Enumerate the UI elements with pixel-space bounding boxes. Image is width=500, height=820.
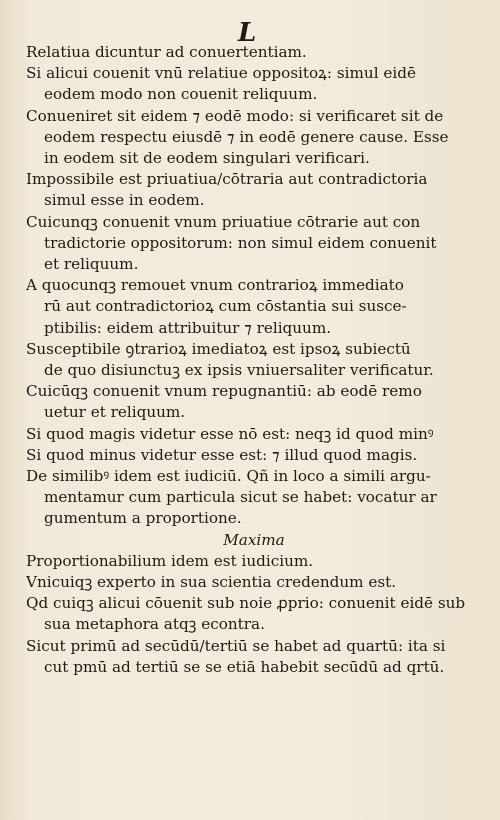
text-line: Si quod minus videtur esse est: ⁊ illud quod magis. xyxy=(26,445,418,464)
text-line: uetur et reliquum. xyxy=(44,403,186,422)
text-line: cut pmū ad tertiū se se etiā habebit secūdū ad qrtū. xyxy=(44,657,445,676)
text-line: Relatiua dicuntur ad conuertentiam. xyxy=(26,43,307,61)
text-line: de quo disiunctuꝫ ex ipsis vniuersaliter verificatur. xyxy=(44,361,434,380)
paragraph xyxy=(26,212,482,276)
text-line: Sicut primū ad secūdū/tertiū se habet ad quartū: ita si xyxy=(26,636,446,655)
paragraph xyxy=(26,466,482,530)
text-line: rū aut contradictorioꝝ cum cōstantia sui susce- xyxy=(44,297,407,316)
text-line: sua metaphora atqꝫ econtra. xyxy=(44,615,265,634)
text-line: tradictorie oppositorum: non simul eidem conuenit xyxy=(44,233,437,252)
text-line: eodem respectu eiusdē ⁊ in eodē genere cause. Esse xyxy=(44,127,449,146)
text-line: gumentum a proportione. xyxy=(44,509,242,528)
text-line: Cuicūqꝫ conuenit vnum repugnantiū: ab eodē remo xyxy=(26,382,422,401)
text-line: Maxima xyxy=(223,530,285,549)
paragraph xyxy=(26,636,482,678)
text-line: in eodem sit de eodem singulari verificari. xyxy=(44,149,370,168)
paragraph xyxy=(26,424,482,445)
paragraph xyxy=(26,169,482,211)
text-line: Conueniret sit eidem ⁊ eodē modo: si verificaret sit de xyxy=(26,106,444,125)
text-line: et reliquum. xyxy=(44,255,139,274)
paragraph xyxy=(26,275,482,339)
paragraph xyxy=(26,593,482,635)
section-heading xyxy=(26,530,482,551)
text-line: Vnicuiqꝫ experto in sua scientia credendum est. xyxy=(26,573,397,592)
paragraph xyxy=(26,572,482,593)
text-line: A quocunqꝫ remouet vnum contrarioꝝ immediato xyxy=(26,276,404,295)
text-line: Si quod magis videtur esse nō est: neqꝫ id quod minꝰ xyxy=(26,424,434,443)
text-line: Qd cuiqꝫ alicui cōuenit sub noie ꝓprio: conuenit eidē sub xyxy=(26,594,466,613)
text-line: simul esse in eodem. xyxy=(44,191,205,210)
text-line: mentamur cum particula sicut se habet: vocatur ar xyxy=(44,488,437,507)
text-block xyxy=(26,42,482,678)
paragraph xyxy=(26,339,482,381)
paragraph xyxy=(26,381,482,423)
paragraph xyxy=(26,63,482,105)
text-line: Susceptibile ꝯtrarioꝝ imediatoꝝ est ipsoꝝ subiectū xyxy=(26,339,411,358)
text-line: Cuicunqꝫ conuenit vnum priuatiue cōtrarie aut con xyxy=(26,212,421,231)
text-line: ptibilis: eidem attribuitur ⁊ reliquum. xyxy=(44,318,332,337)
paragraph xyxy=(26,106,482,170)
text-line: eodem modo non couenit reliquum. xyxy=(44,85,318,104)
paragraph xyxy=(26,42,482,63)
paragraph xyxy=(26,551,482,572)
paragraph xyxy=(26,445,482,466)
text-line: Proportionabilium idem est iudicium. xyxy=(26,551,314,570)
text-line: De similibꝰ idem est iudiciū. Qñ in loco a simili argu- xyxy=(26,467,431,486)
text-line: Impossibile est priuatiua/cōtraria aut contradictoria xyxy=(26,170,428,189)
signature-mark: L xyxy=(238,18,257,48)
text-line: Si alicui couenit vnū relatiue oppositoꝝ: simul eidē xyxy=(26,64,416,83)
